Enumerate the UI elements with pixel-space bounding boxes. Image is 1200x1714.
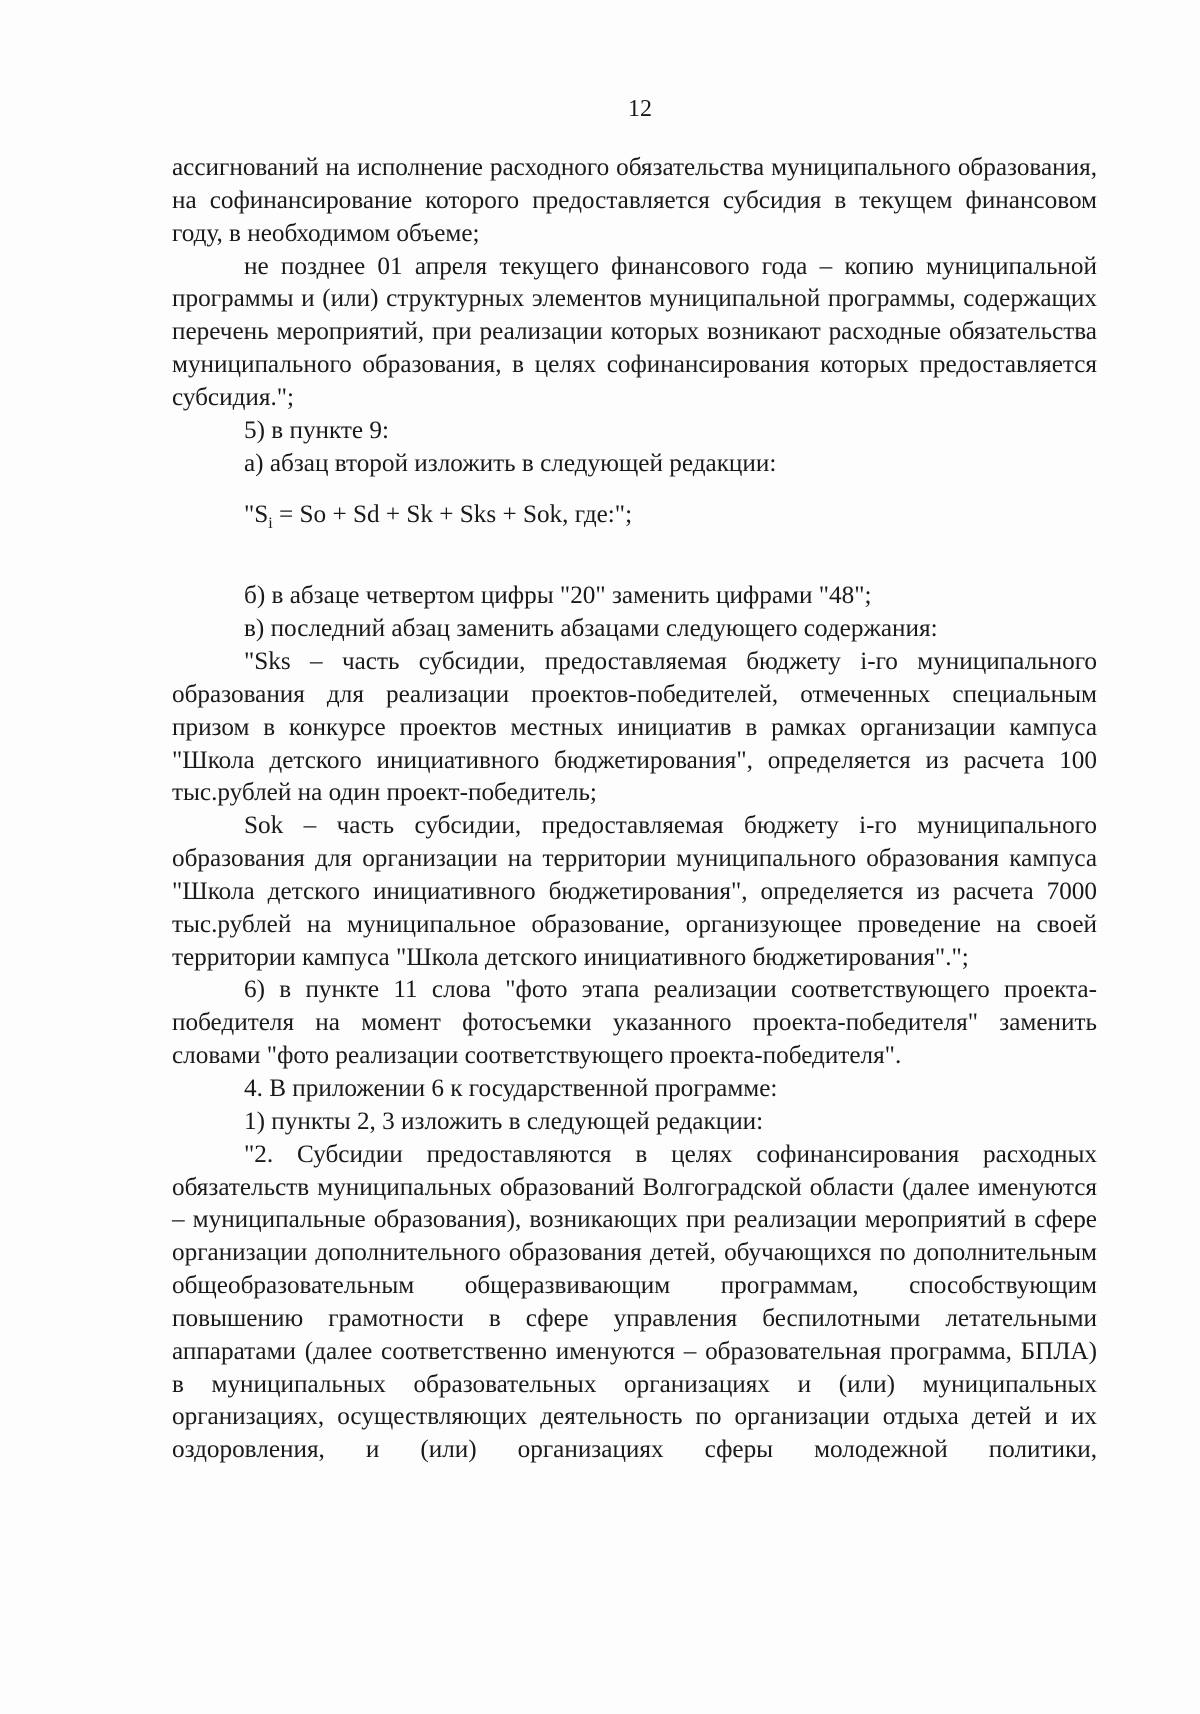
paragraph-1: ассигнований на исполнение расходного обязательства муниципального образования, на софинансирование которого предоставляется субсидия в текущем финансовом году, в необходимом объеме; xyxy=(172,154,1097,247)
paragraph-5: б) в абзаце четвертом цифры "20" заменить цифрами "48"; xyxy=(244,582,872,610)
paragraph-2: не позднее 01 апреля текущего финансового года – копию муниципальной программы и (или) структурных элементов муниципальной программы, содержащих перечень мероприятий, при реализации которых возникают расходные обязательства муниципального образования, в целях софинансирования которых предоставляется субсидия."; xyxy=(172,252,1097,411)
paragraph-9: 6) в пункте 11 слова "фото этапа реализации соответствующего проекта-победителя на момент фотосъемки указанного проекта-победителя" заменить словами "фото реализации соответствующего проекта-победителя". xyxy=(172,976,1097,1070)
paragraph-8: Sok – часть субсидии, предоставляемая бюджету i-го муниципального образования для организации на территории муниципального образования кампуса "Школа детского инициативного бюджетирования", определяется из расчета 7000 тыс.рублей на муниципальное образование, организующее проведение на своей территории кампуса "Школа детского инициативного бюджетирования"."; xyxy=(172,812,1097,971)
paragraph-11: 1) пункты 2, 3 изложить в следующей редакции: xyxy=(244,1107,764,1135)
document-body xyxy=(172,152,1097,1467)
paragraph-4: а) абзац второй изложить в следующей редакции: xyxy=(244,449,777,477)
paragraph-7: "Sks – часть субсидии, предоставляемая бюджету i-го муниципального образования для реализации проектов-победителей, отмеченных специальным призом в конкурсе проектов местных инициатив в рамках организации кампуса "Школа детского инициативного бюджетирования", определяется из расчета 100 тыс.рублей на один проект-победитель; xyxy=(172,648,1097,807)
paragraph-6: в) последний абзац заменить абзацами следующего содержания: xyxy=(244,615,938,643)
paragraph-12: "2. Субсидии предоставляются в целях софинансирования расходных обязательств муниципальных образований Волгоградской области (далее именуются – муниципальные образования), возникающих при реализации мероприятий в сфере организации дополнительного образования детей, обучающихся по дополнительным общеобразовательным общеразвивающим программам, способствующим повышению грамотности в сфере управления беспилотными летательными аппаратами (далее соответственно именуются – образовательная программа, БПЛА) в муниципальных образовательных организациях и (или) муниципальных организациях, осуществляющих деятельность по организации отдыха детей и их оздоровления, и (или) организациях сферы молодежной политики, xyxy=(172,1140,1097,1464)
paragraph-10: 4. В приложении 6 к государственной программе: xyxy=(244,1074,778,1102)
formula-subscript: i xyxy=(268,515,273,533)
formula: "$S_i = So + Sd + Sk$ + Sks + Sok, где:"; xyxy=(244,501,633,533)
page-number: 12 xyxy=(628,96,652,122)
paragraph-3: 5) в пункте 9: xyxy=(244,416,390,444)
